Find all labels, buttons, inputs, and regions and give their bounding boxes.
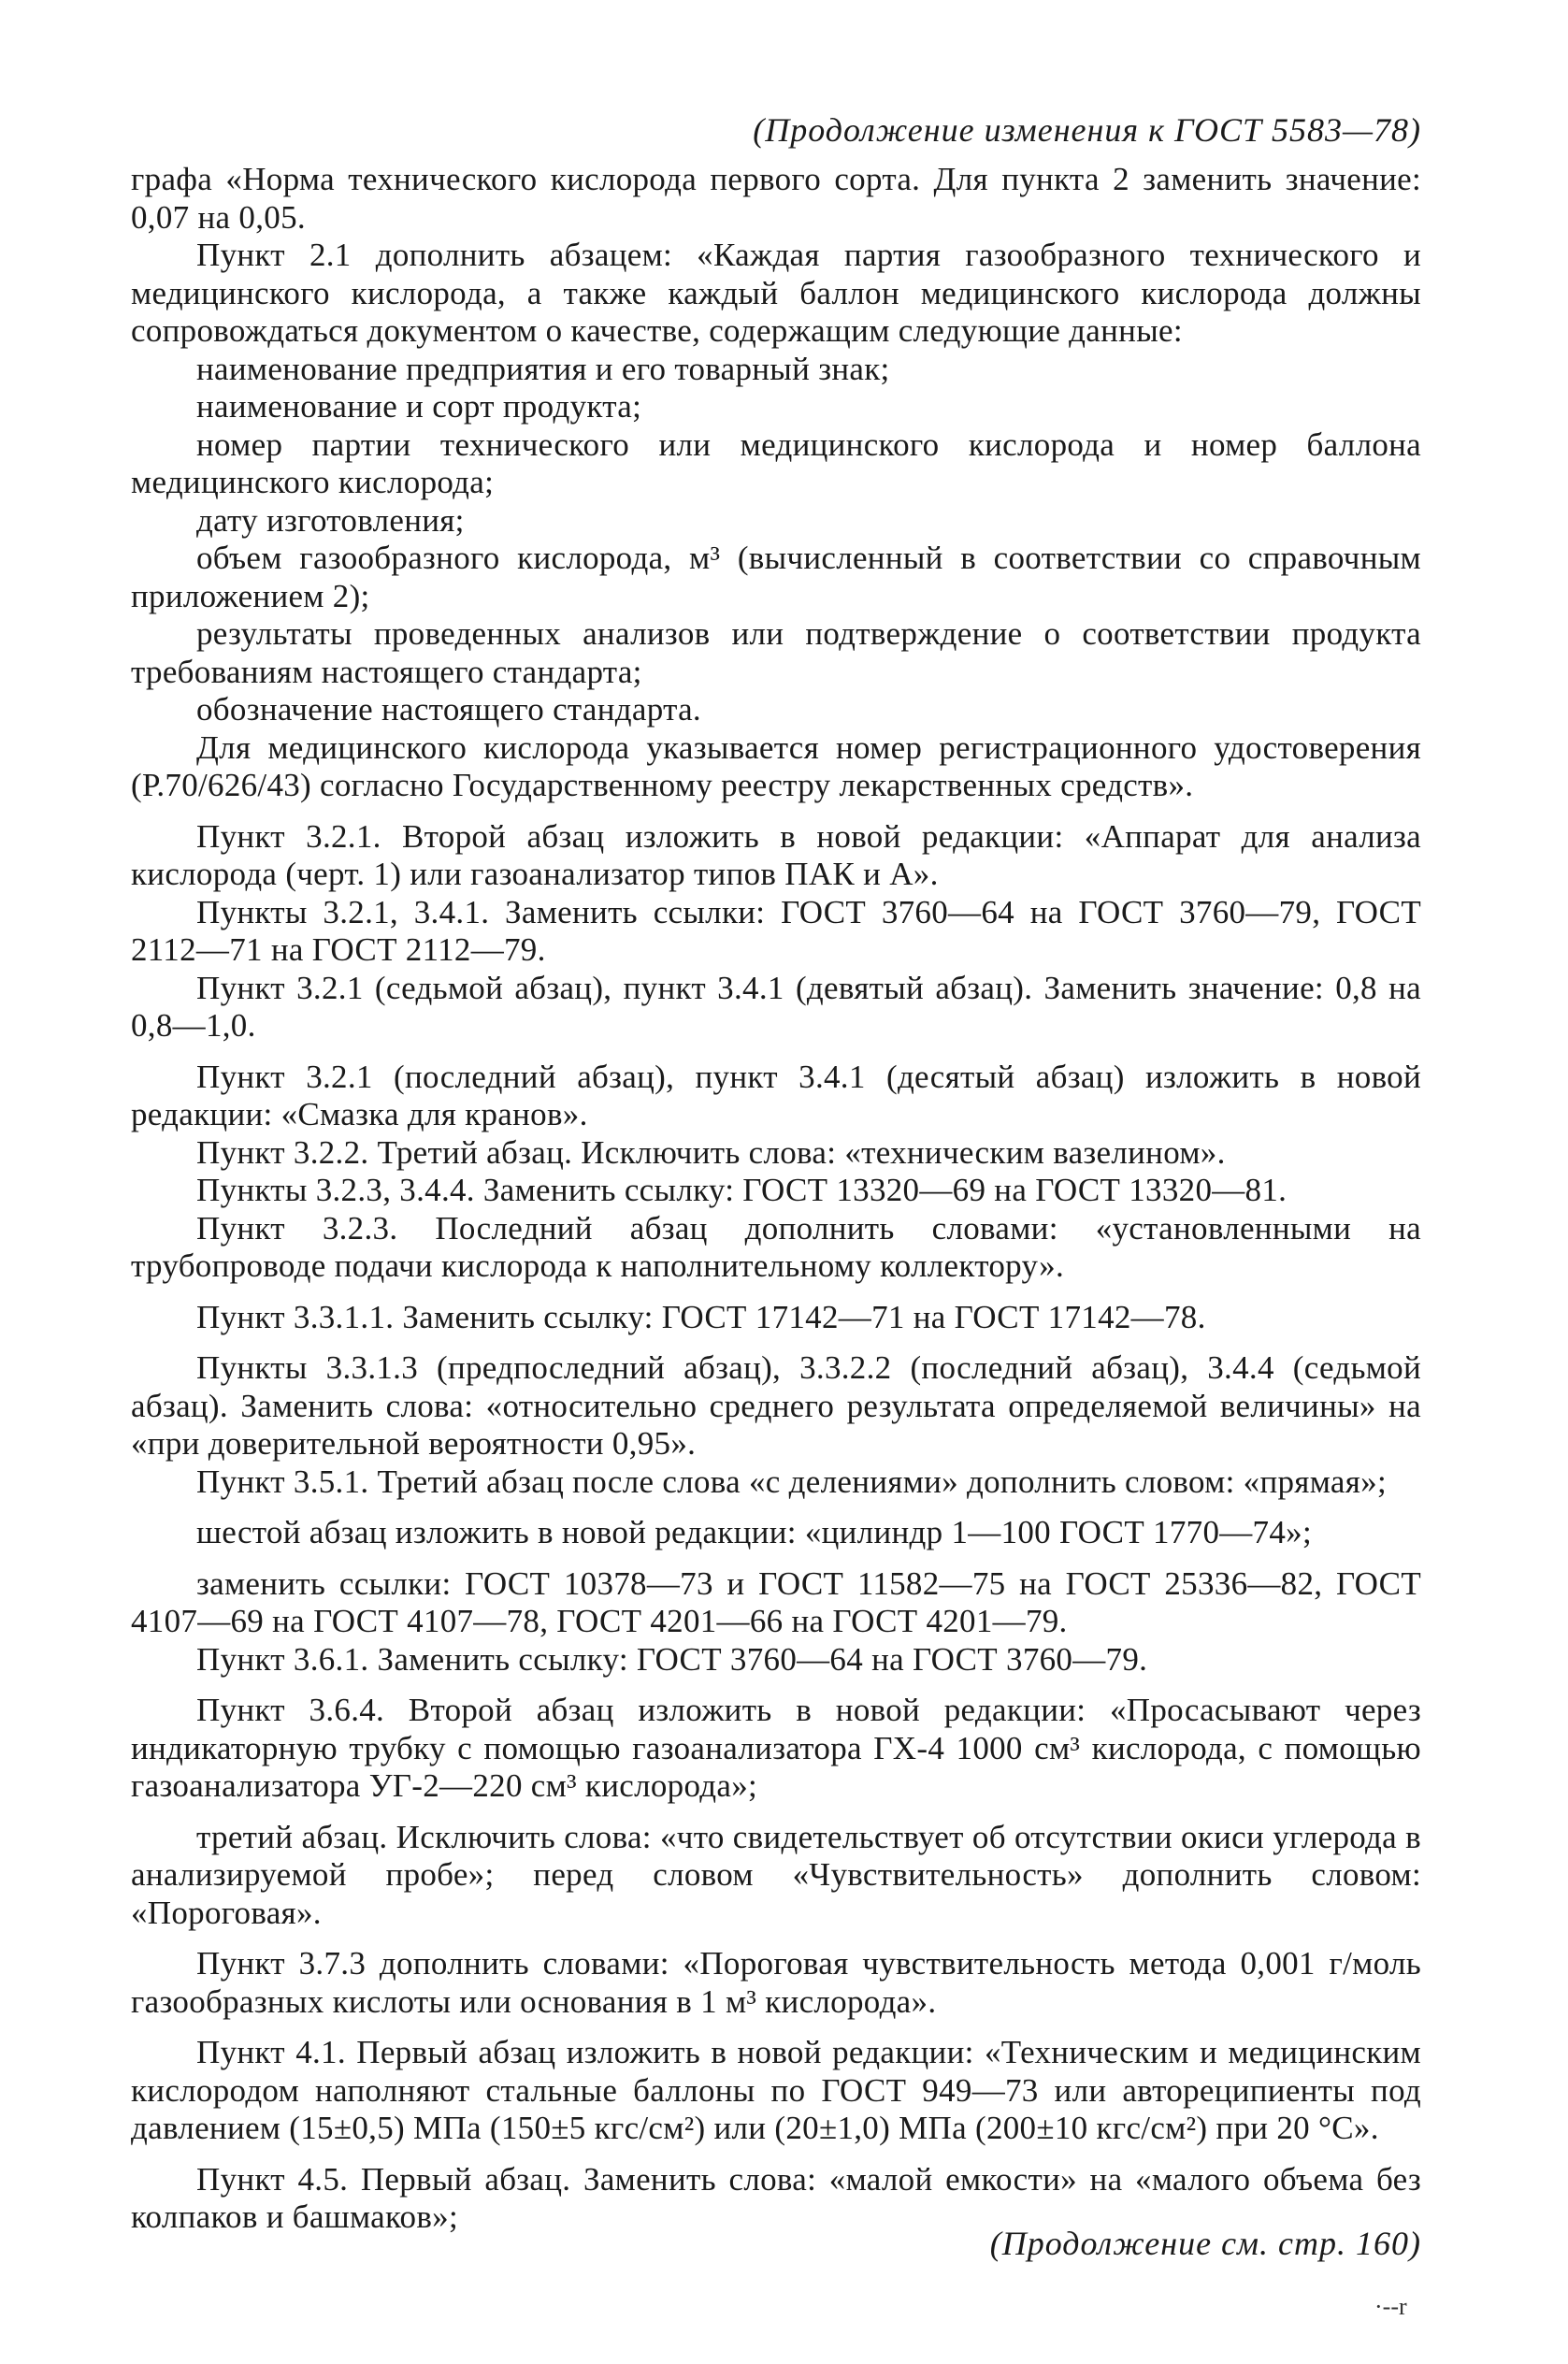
paragraph: Пункт 4.5. Первый абзац. Заменить слова: «малой емкости» на «малого объема без колпаков и башмаков»; <box>131 2160 1421 2235</box>
paragraph: Пункты 3.2.1, 3.4.1. Заменить ссылки: ГОСТ 3760—64 на ГОСТ 3760—79, ГОСТ 2112—71 на ГОСТ 2112—79. <box>131 893 1421 968</box>
paragraph: Пункт 4.1. Первый абзац изложить в новой редакции: «Техническим и медицинским кислородом наполняют стальные баллоны по ГОСТ 949—73 или автореципиенты под давлением (15±0,5) МПа (150±5 кгс/см²) или (20±1,0) МПа (200±10 кгс/см²) при 20 °С». <box>131 2034 1421 2146</box>
page-footer: (Продолжение см. стр. 160) <box>989 2225 1421 2262</box>
paragraph: Пункты 3.3.1.3 (предпоследний абзац), 3.3.2.2 (последний абзац), 3.4.4 (седьмой абзац). Заменить слова: «относительно среднего результата определяемой величины» на «при доверительной вероятности 0,95». <box>131 1349 1421 1462</box>
paragraph: Пункт 3.6.1. Заменить ссылку: ГОСТ 3760—64 на ГОСТ 3760—79. <box>196 1640 1148 1678</box>
paragraph: Пункт 3.6.4. Второй абзац изложить в новой редакции: «Просасывают через индикаторную трубку с помощью газоанализатора ГХ-4 1000 см³ кислорода, с помощью газоанализатора УГ-2—220 см³ кислорода»; <box>131 1692 1421 1804</box>
paragraph: Пункт 3.2.1. Второй абзац изложить в новой редакции: «Аппарат для анализа кислорода (черт. 1) или газоанализатор типов ПАК и А». <box>131 817 1421 892</box>
page-header: (Продолжение изменения к ГОСТ 5583—78) <box>753 111 1421 149</box>
paragraph: третий абзац. Исключить слова: «что свидетельствует об отсутствии окиси углерода в анализируемой пробе»; перед словом «Чувствительность» дополнить словом: «Пороговая». <box>131 1818 1421 1931</box>
list-item: наименование предприятия и его товарный знак; <box>196 350 890 387</box>
paragraph: Пункт 3.5.1. Третий абзац после слова «с делениями» дополнить словом: «прямая»; <box>196 1463 1387 1500</box>
list-item: объем газообразного кислорода, м³ (вычисленный в соответствии со справочным приложением 2); <box>131 540 1421 614</box>
paragraph: Пункт 3.7.3 дополнить словами: «Пороговая чувствительность метода 0,001 г/моль газообразных кислоты или основания в 1 м³ кислорода». <box>131 1945 1421 2020</box>
paragraph: Пункт 2.1 дополнить абзацем: «Каждая партия газообразного технического и медицинского кислорода, а также каждый баллон медицинского кислорода должны сопровождаться документом о качестве, содержащим следующие данные: <box>131 237 1421 349</box>
list-item: результаты проведенных анализов или подтверждение о соответствии продукта требованиям настоящего стандарта; <box>131 615 1421 690</box>
paragraph: Пункты 3.2.3, 3.4.4. Заменить ссылку: ГОСТ 13320—69 на ГОСТ 13320—81. <box>196 1172 1287 1208</box>
list-item: обозначение настоящего стандарта. <box>196 691 701 728</box>
paragraph: Пункт 3.2.1 (седьмой абзац), пункт 3.4.1 (девятый абзац). Заменить значение: 0,8 на 0,8—1,0. <box>131 969 1421 1044</box>
paragraph: Для медицинского кислорода указывается номер регистрационного удостоверения (Р.70/626/43) согласно Государственному реестру лекарственных средств». <box>131 728 1421 803</box>
paragraph: графа «Норма технического кислорода первого сорта. Для пункта 2 заменить значение: 0,07 на 0,05. <box>131 161 1421 236</box>
paragraph: Пункт 3.2.1 (последний абзац), пункт 3.4.1 (десятый абзац) изложить в новой редакции: «Смазка для кранов». <box>131 1058 1421 1132</box>
paragraph: Пункт 3.3.1.1. Заменить ссылку: ГОСТ 17142—71 на ГОСТ 17142—78. <box>196 1298 1206 1335</box>
list-item: номер партии технического или медицинского кислорода и номер баллона медицинского кислорода; <box>131 425 1421 500</box>
list-item: дату изготовления; <box>196 501 465 539</box>
document-body <box>131 161 1421 2237</box>
paragraph: заменить ссылки: ГОСТ 10378—73 и ГОСТ 11582—75 на ГОСТ 25336—82, ГОСТ 4107—69 на ГОСТ 4107—78, ГОСТ 4201—66 на ГОСТ 4201—79. <box>131 1564 1421 1639</box>
paragraph: Пункт 3.2.2. Третий абзац. Исключить слова: «техническим вазелином». <box>196 1133 1226 1171</box>
list-item: наименование и сорт продукта; <box>196 388 642 425</box>
paragraph: Пункт 3.2.3. Последний абзац дополнить словами: «установленными на трубопроводе подачи кислорода к наполнительному коллектору». <box>131 1209 1421 1284</box>
paragraph: шестой абзац изложить в новой редакции: «цилиндр 1—100 ГОСТ 1770—74»; <box>196 1514 1312 1550</box>
corner-mark: ·--r <box>1374 2293 1407 2320</box>
